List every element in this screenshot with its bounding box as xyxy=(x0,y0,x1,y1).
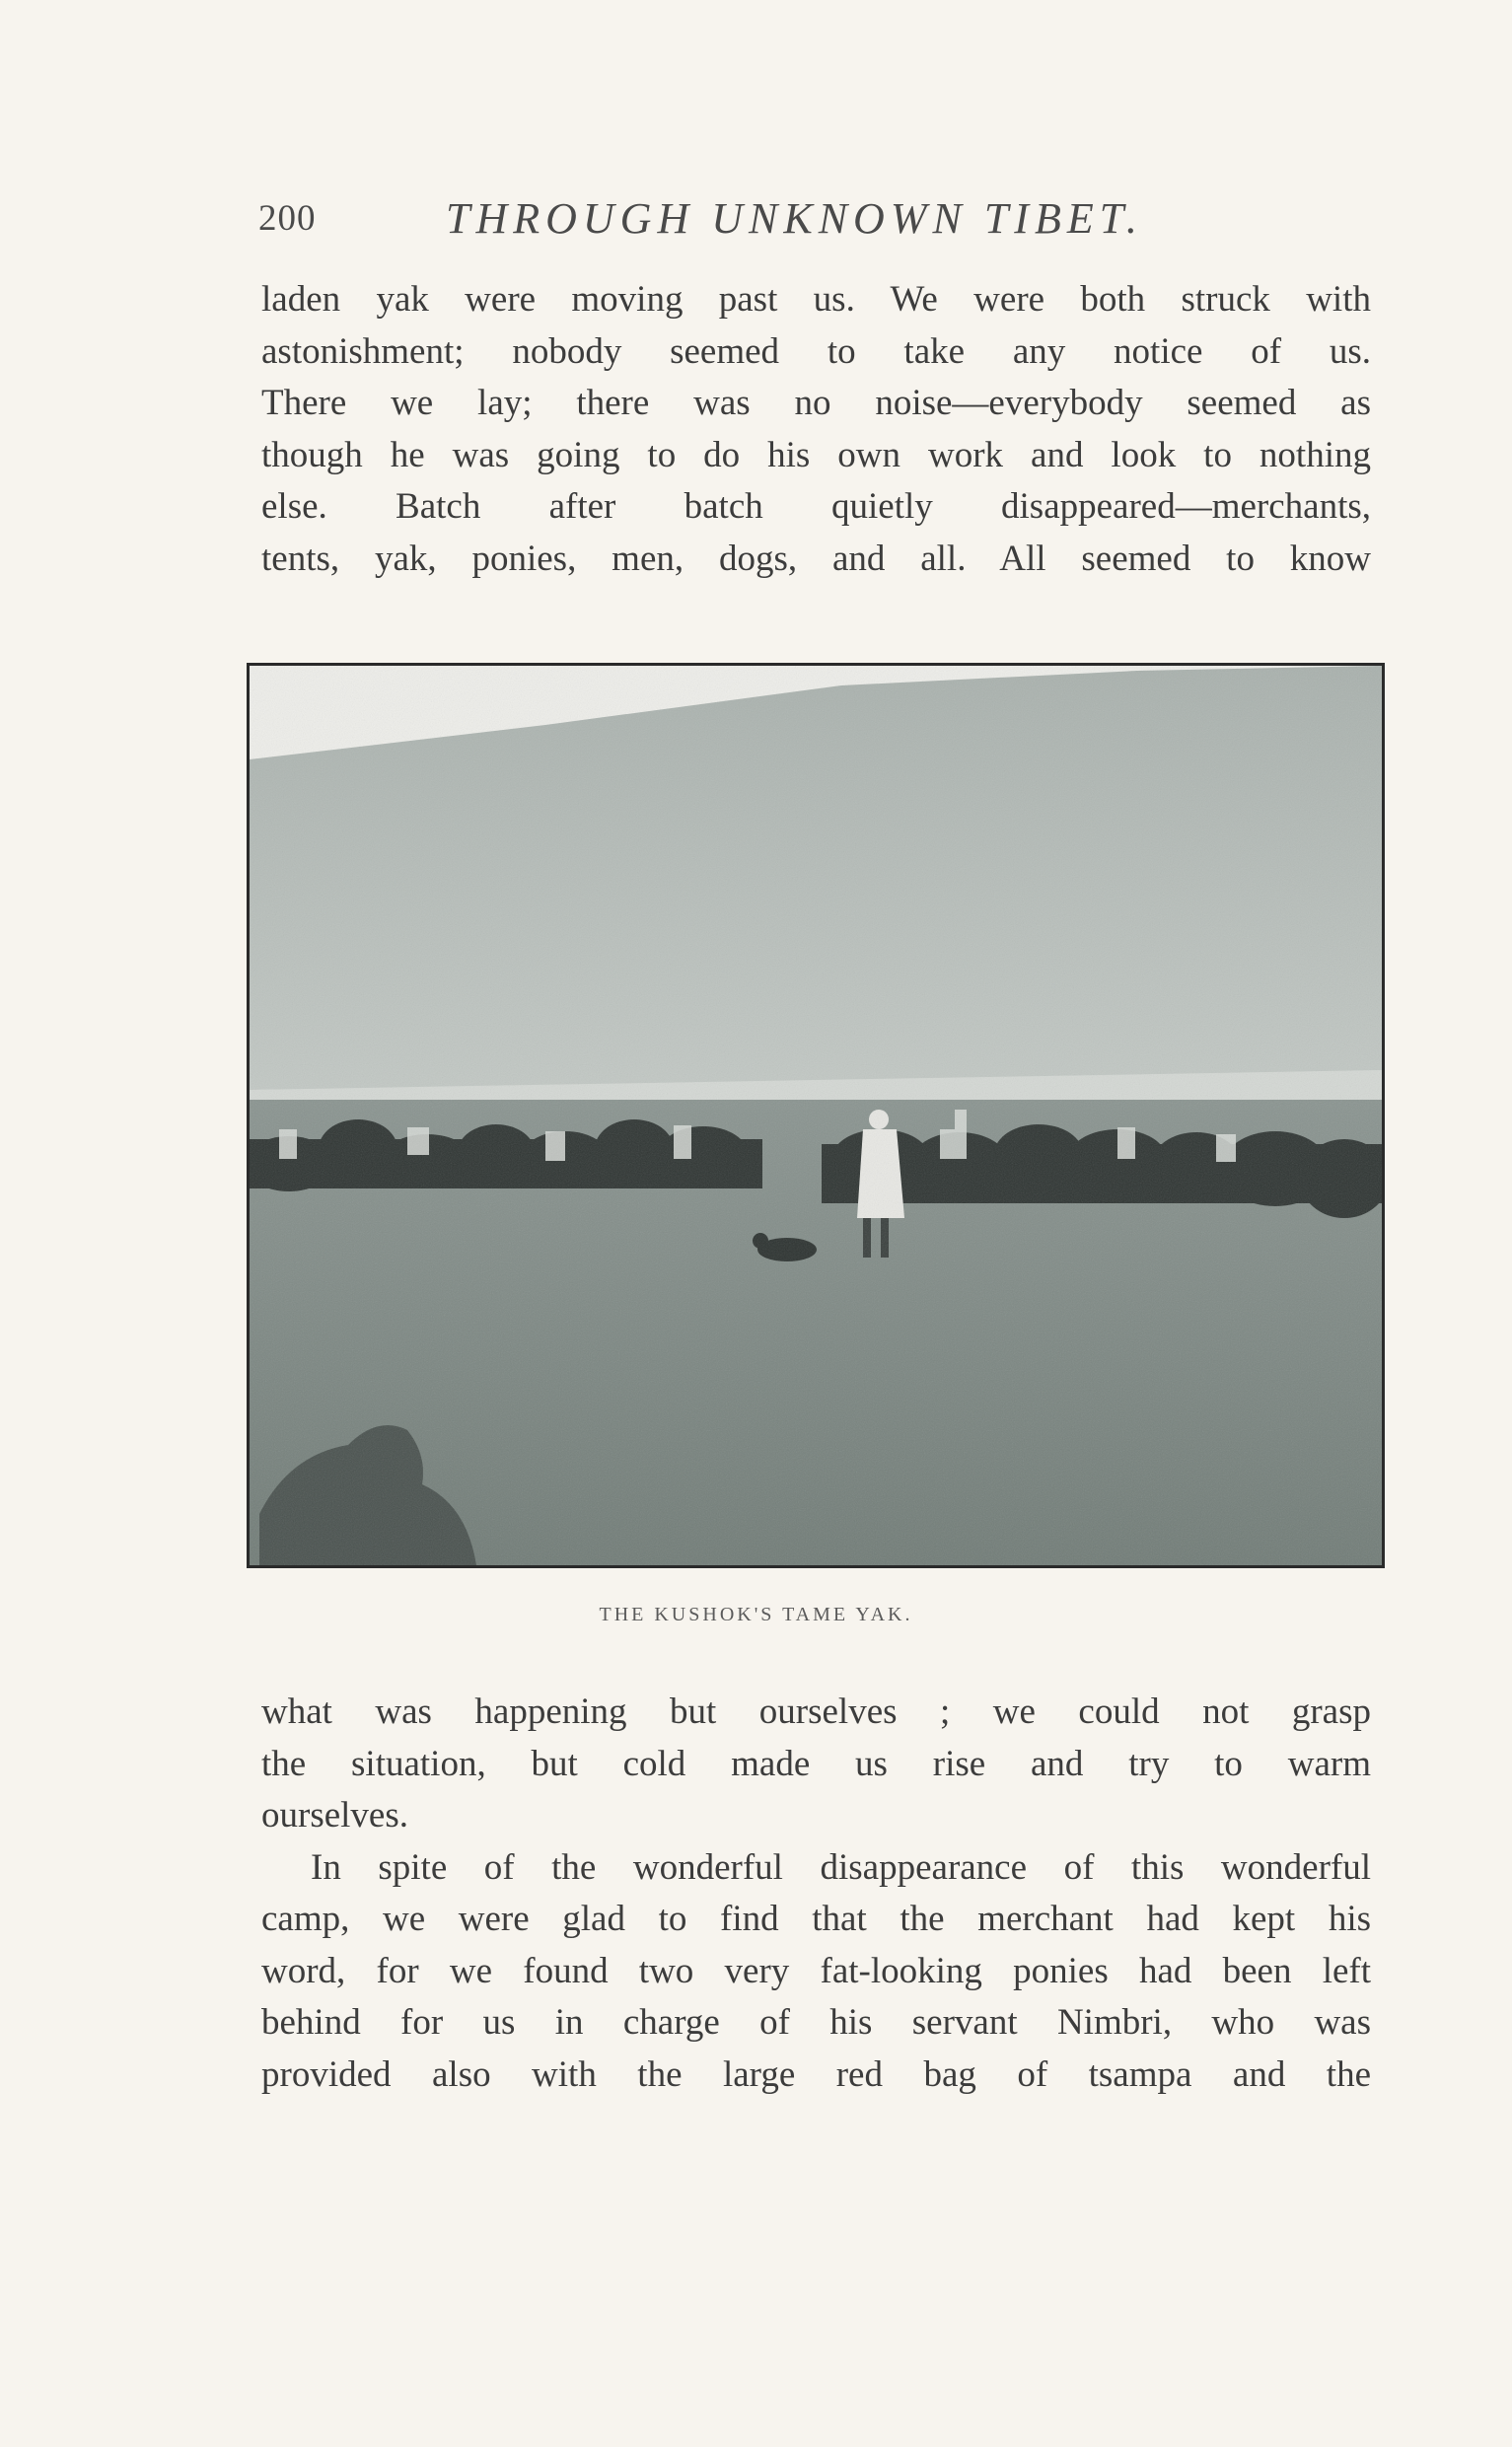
text-line: astonishment; nobody seemed to take any notice of us. xyxy=(261,330,1371,372)
photograph-plate xyxy=(247,663,1385,1568)
text-line: provided also with the large red bag of tsampa and the xyxy=(261,2053,1371,2095)
text-line: There we lay; there was no noise—everybody seemed as xyxy=(261,383,1371,423)
text-line: tents, yak, ponies, men, dogs, and all. All seemed to know xyxy=(261,538,1371,579)
running-title: THROUGH UNKNOWN TIBET. xyxy=(446,194,1143,243)
text-line: though he was going to do his own work and look to nothing xyxy=(261,434,1371,475)
body-text-bottom xyxy=(261,1687,1371,2101)
text-line: camp, we were glad to find that the merchant had kept his xyxy=(261,1899,1371,1939)
text-line: else. Batch after batch quietly disappeared—merchants, xyxy=(261,486,1371,527)
text-line: what was happening but ourselves ; we could not grasp xyxy=(261,1691,1371,1732)
figure-caption: THE KUSHOK'S TAME YAK. xyxy=(599,1604,913,1625)
text-line: laden yak were moving past us. We were both struck with xyxy=(261,279,1371,320)
body-text-top xyxy=(261,274,1371,585)
text-line: word, for we found two very fat-looking ponies had been left xyxy=(261,1950,1371,1991)
page-number: 200 xyxy=(258,198,317,239)
text-line: ourselves. xyxy=(261,1795,408,1835)
photograph xyxy=(250,666,1382,1565)
text-line: the situation, but cold made us rise and try to warm xyxy=(261,1743,1371,1784)
text-line: behind for us in charge of his servant Nimbri, who was xyxy=(261,2002,1371,2043)
running-head xyxy=(258,194,1274,247)
text-line: In spite of the wonderful disappearance of this wonderful xyxy=(311,1846,1371,1888)
